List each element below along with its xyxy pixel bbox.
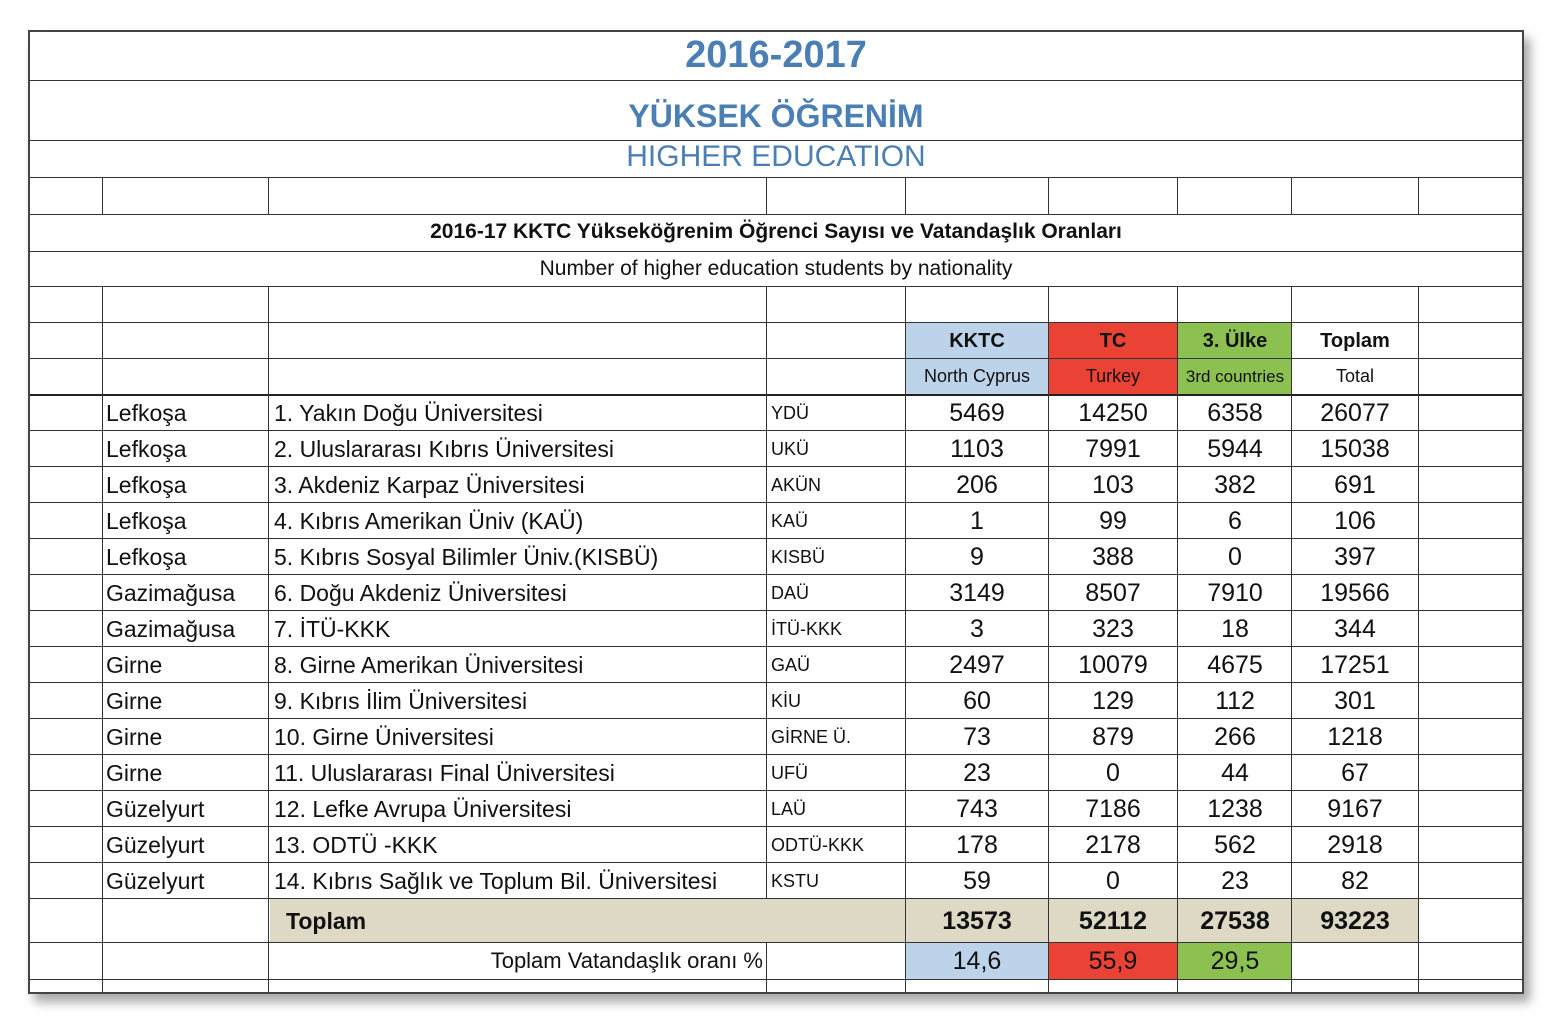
code-cell: İTÜ-KKK xyxy=(771,618,843,639)
university-cell: 8. Girne Amerikan Üniversitesi xyxy=(274,651,584,678)
third-cell: 112 xyxy=(1215,686,1255,715)
header-total: Toplam xyxy=(1320,329,1390,352)
tc-cell: 129 xyxy=(1092,686,1134,715)
third-cell: 266 xyxy=(1214,722,1256,751)
university-cell: 10. Girne Üniversitesi xyxy=(274,723,494,750)
total-cell: 397 xyxy=(1334,542,1376,571)
city-cell: Gazimağusa xyxy=(106,579,236,606)
university-cell: 1. Yakın Doğu Üniversitesi xyxy=(274,399,543,426)
city-cell: Gazimağusa xyxy=(106,615,236,642)
code-cell: DAÜ xyxy=(771,582,810,603)
total-cell: 82 xyxy=(1341,866,1369,895)
university-cell: 4. Kıbrıs Amerikan Üniv (KAÜ) xyxy=(274,507,584,534)
city-cell: Lefkoşa xyxy=(106,543,187,570)
tc-cell: 99 xyxy=(1099,506,1127,535)
code-cell: LAÜ xyxy=(771,798,807,819)
university-cell: 13. ODTÜ -KKK xyxy=(274,831,438,858)
university-cell: 12. Lefke Avrupa Üniversitesi xyxy=(274,795,572,822)
third-cell: 23 xyxy=(1221,866,1249,895)
third-cell: 6 xyxy=(1228,506,1242,535)
university-cell: 5. Kıbrıs Sosyal Bilimler Üniv.(KISBÜ) xyxy=(274,543,659,570)
title-english: HIGHER EDUCATION xyxy=(626,140,926,173)
city-cell: Lefkoşa xyxy=(106,435,187,462)
third-cell: 18 xyxy=(1221,614,1249,643)
third-cell: 4675 xyxy=(1207,650,1263,679)
kktc-cell: 73 xyxy=(963,722,991,751)
subtitle-turkish: 2016-17 KKTC Yükseköğrenim Öğrenci Sayısı ve Vatandaşlık Oranları xyxy=(430,220,1122,243)
title-turkish: YÜKSEK ÖĞRENİM xyxy=(628,97,924,134)
tc-cell: 7991 xyxy=(1085,434,1141,463)
kktc-cell: 743 xyxy=(956,794,998,823)
code-cell: GİRNE Ü. xyxy=(771,726,852,747)
city-cell: Güzelyurt xyxy=(106,795,205,822)
code-cell: GAÜ xyxy=(771,654,811,675)
total-cell: 691 xyxy=(1334,470,1376,499)
total-cell: 106 xyxy=(1334,506,1376,535)
totals-label: Toplam xyxy=(286,907,367,934)
third-cell: 0 xyxy=(1228,542,1242,571)
header-tc-sub: Turkey xyxy=(1085,366,1141,386)
total-cell: 344 xyxy=(1334,614,1376,643)
kktc-cell: 23 xyxy=(963,758,991,787)
city-cell: Lefkoşa xyxy=(106,471,187,498)
title-year: 2016-2017 xyxy=(685,33,867,76)
city-cell: Girne xyxy=(106,687,163,714)
third-cell: 1238 xyxy=(1207,794,1263,823)
subtitle-english: Number of higher education students by nationality xyxy=(539,256,1013,280)
tc-cell: 879 xyxy=(1092,722,1134,751)
tc-cell: 103 xyxy=(1092,470,1134,499)
tc-cell: 323 xyxy=(1092,614,1134,643)
total-cell: 1218 xyxy=(1327,722,1383,751)
tc-cell: 0 xyxy=(1106,866,1120,895)
total-cell: 9167 xyxy=(1327,794,1383,823)
kktc-cell: 178 xyxy=(956,830,998,859)
kktc-cell: 1 xyxy=(970,506,984,535)
totals-kktc: 13573 xyxy=(942,906,1012,935)
university-cell: 9. Kıbrıs İlim Üniversitesi xyxy=(274,687,528,714)
third-cell: 382 xyxy=(1214,470,1256,499)
kktc-cell: 3 xyxy=(970,614,984,643)
code-cell: YDÜ xyxy=(771,402,810,423)
third-cell: 44 xyxy=(1221,758,1249,787)
tc-cell: 388 xyxy=(1092,542,1134,571)
header-third: 3. Ülke xyxy=(1202,329,1268,352)
tc-cell: 0 xyxy=(1106,758,1120,787)
university-cell: 14. Kıbrıs Sağlık ve Toplum Bil. Üniversitesi xyxy=(274,867,718,894)
third-cell: 5944 xyxy=(1207,434,1263,463)
ratio-label: Toplam Vatandaşlık oranı % xyxy=(490,948,763,973)
ratio-kktc: 14,6 xyxy=(952,946,1002,975)
total-cell: 17251 xyxy=(1320,650,1390,679)
tc-cell: 10079 xyxy=(1078,650,1148,679)
kktc-cell: 206 xyxy=(956,470,998,499)
header-kktc-sub: North Cyprus xyxy=(923,366,1031,386)
total-cell: 301 xyxy=(1334,686,1376,715)
kktc-cell: 2497 xyxy=(949,650,1005,679)
kktc-cell: 1103 xyxy=(950,434,1004,463)
ratio-tc: 55,9 xyxy=(1088,946,1138,975)
university-cell: 3. Akdeniz Karpaz Üniversitesi xyxy=(274,471,585,498)
totals-total: 93223 xyxy=(1320,906,1390,935)
total-cell: 67 xyxy=(1341,758,1369,787)
kktc-cell: 5469 xyxy=(949,398,1005,427)
code-cell: AKÜN xyxy=(771,474,822,495)
university-cell: 6. Doğu Akdeniz Üniversitesi xyxy=(274,579,567,606)
tc-cell: 8507 xyxy=(1085,578,1141,607)
city-cell: Girne xyxy=(106,651,163,678)
tc-cell: 14250 xyxy=(1078,398,1148,427)
university-cell: 11. Uluslararası Final Üniversitesi xyxy=(274,759,615,786)
university-cell: 7. İTÜ-KKK xyxy=(274,615,391,642)
totals-tc: 52112 xyxy=(1078,906,1148,935)
header-third-sub: 3rd countries xyxy=(1185,366,1285,386)
city-cell: Girne xyxy=(106,759,163,786)
code-cell: KİU xyxy=(771,690,802,711)
city-cell: Girne xyxy=(106,723,163,750)
city-cell: Lefkoşa xyxy=(106,507,187,534)
ratio-third: 29,5 xyxy=(1210,946,1260,975)
kktc-cell: 9 xyxy=(970,542,984,571)
spreadsheet xyxy=(28,30,1524,994)
kktc-cell: 3149 xyxy=(949,578,1005,607)
code-cell: UKÜ xyxy=(771,438,810,459)
city-cell: Güzelyurt xyxy=(106,831,205,858)
third-cell: 562 xyxy=(1214,830,1256,859)
code-cell: KISBÜ xyxy=(771,546,826,567)
city-cell: Güzelyurt xyxy=(106,867,205,894)
total-cell: 26077 xyxy=(1320,398,1390,427)
total-cell: 15038 xyxy=(1320,434,1390,463)
header-tc: TC xyxy=(1099,329,1127,352)
code-cell: UFÜ xyxy=(771,762,808,783)
total-cell: 19566 xyxy=(1320,578,1390,607)
total-cell: 2918 xyxy=(1327,830,1383,859)
third-cell: 6358 xyxy=(1207,398,1263,427)
code-cell: KAÜ xyxy=(771,510,809,531)
totals-third: 27538 xyxy=(1200,906,1270,935)
header-kktc: KKTC xyxy=(949,329,1005,352)
kktc-cell: 59 xyxy=(963,866,991,895)
tc-cell: 2178 xyxy=(1085,830,1141,859)
header-total-sub: Total xyxy=(1335,366,1375,386)
city-cell: Lefkoşa xyxy=(106,399,187,426)
kktc-cell: 60 xyxy=(963,686,991,715)
code-cell: ODTÜ-KKK xyxy=(771,834,865,855)
code-cell: KSTU xyxy=(771,870,820,891)
university-cell: 2. Uluslararası Kıbrıs Üniversitesi xyxy=(274,435,614,462)
third-cell: 7910 xyxy=(1207,578,1263,607)
tc-cell: 7186 xyxy=(1085,794,1141,823)
